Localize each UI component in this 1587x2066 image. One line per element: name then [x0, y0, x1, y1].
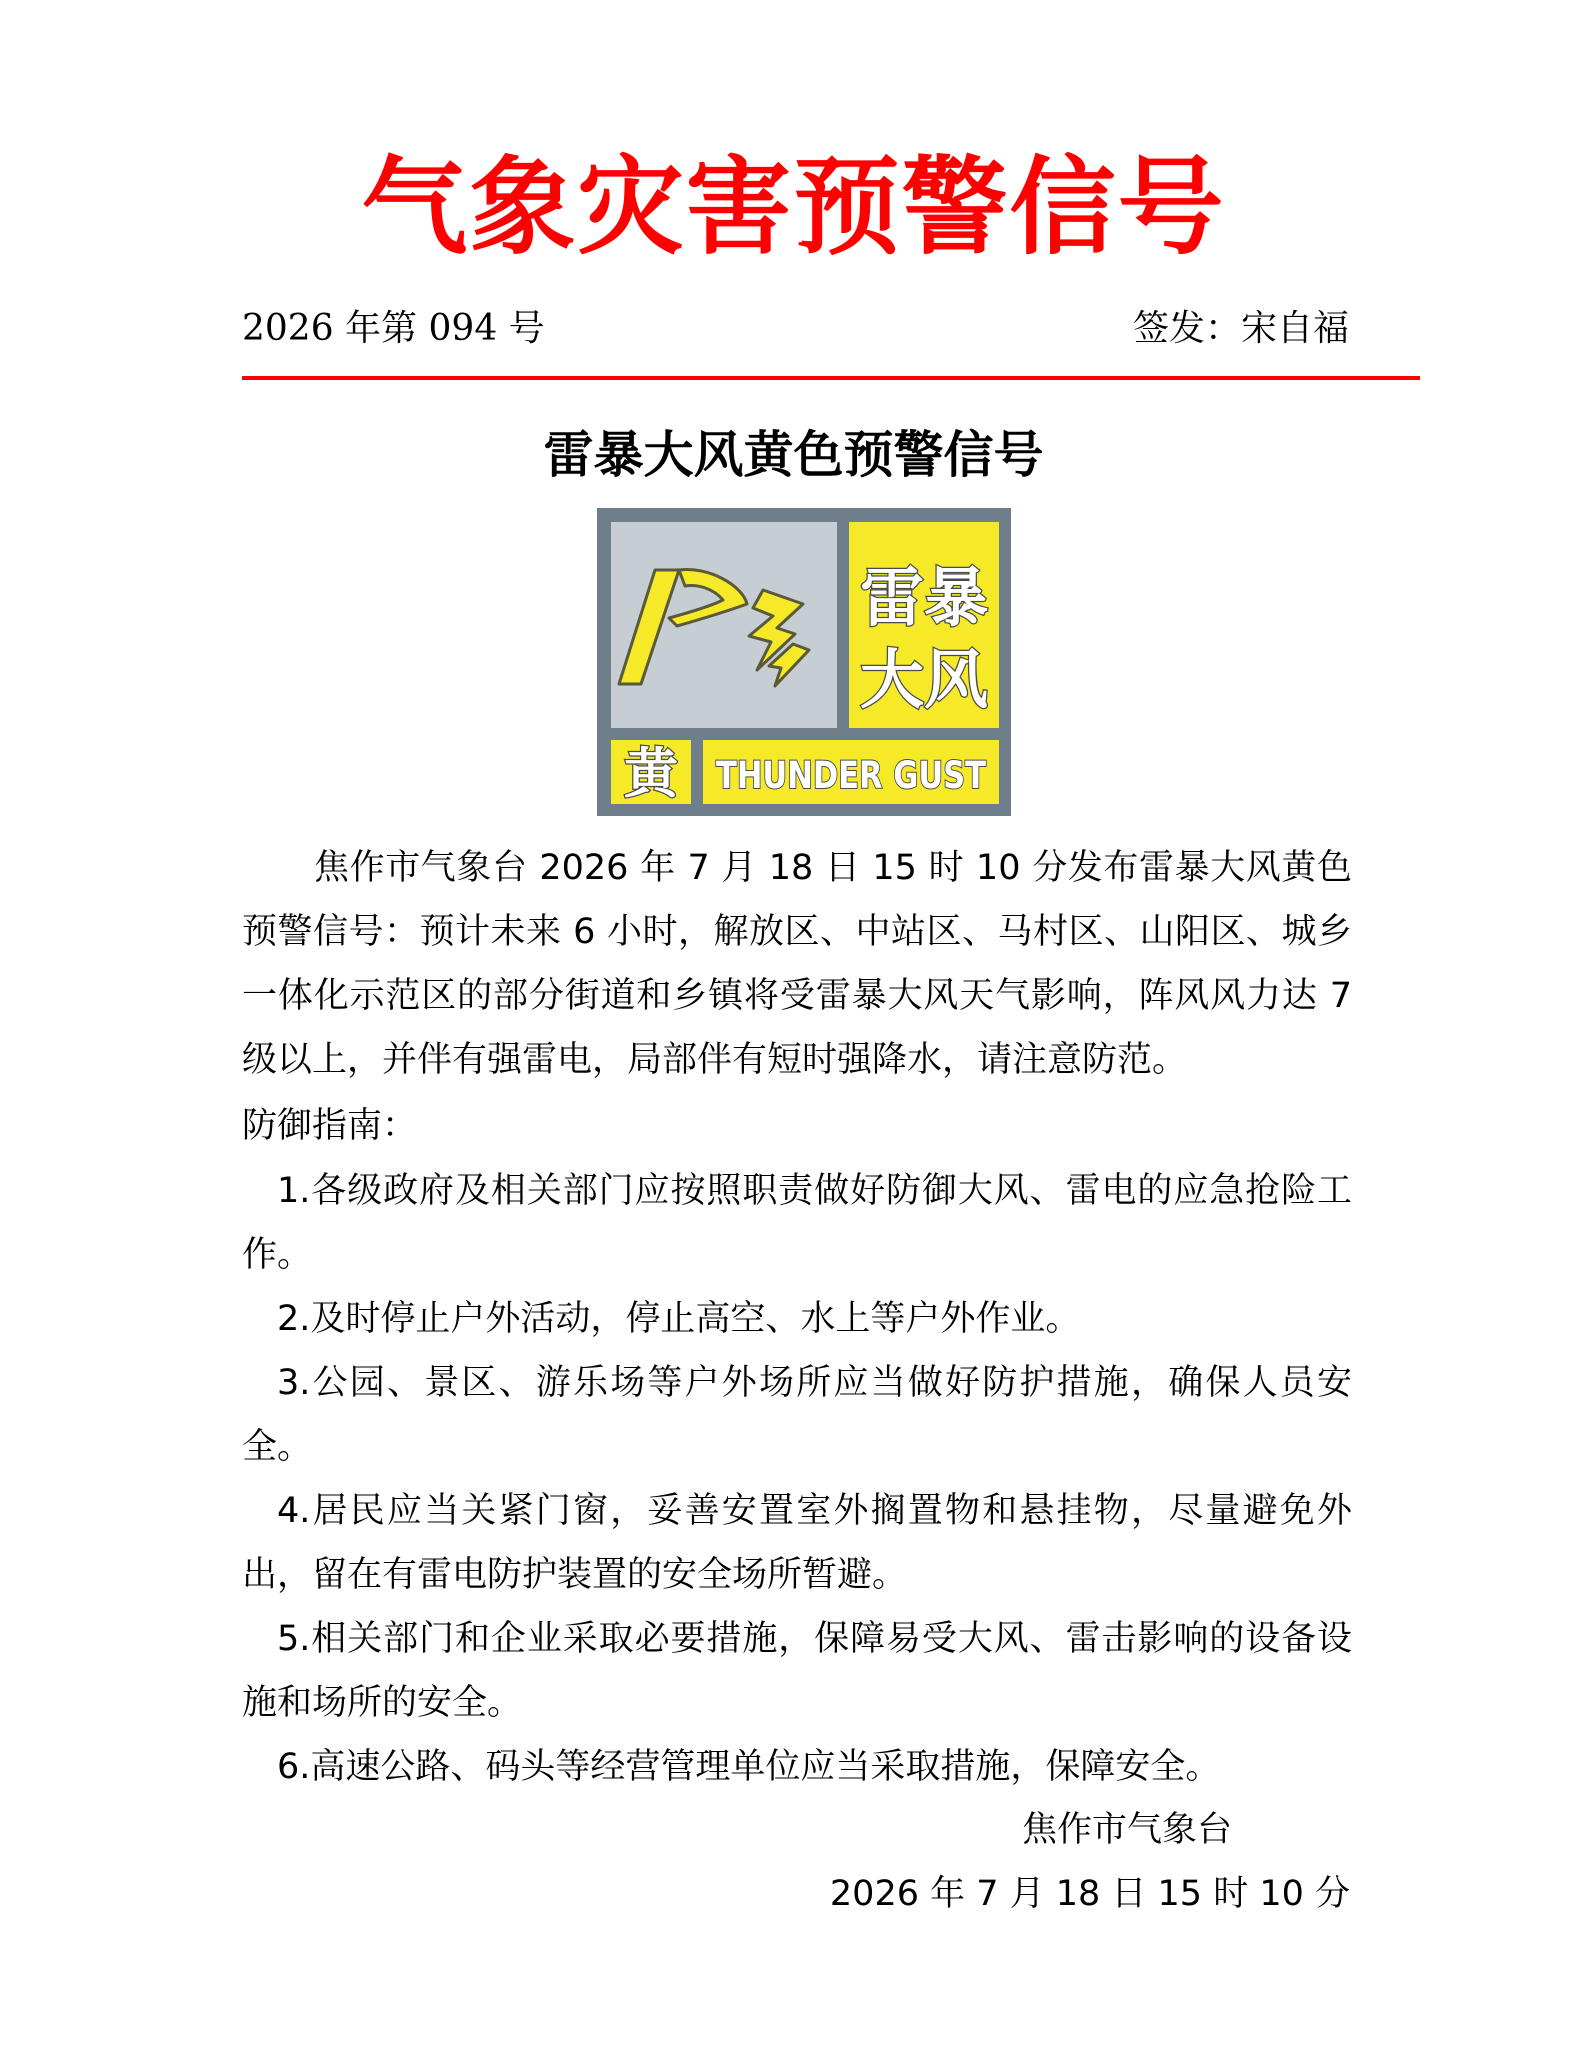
thunder-gust-yellow-signal-icon	[597, 508, 1011, 816]
guide-item: 5.相关部门和企业采取必要措施，保障易受大风、雷击影响的设备设施和场所的安全。	[242, 1619, 1352, 1723]
issuer-name: 焦作市气象台	[1021, 1810, 1232, 1850]
guide-item: 1.各级政府及相关部门应按照职责做好防御大风、雷电的应急抢险工作。	[242, 1171, 1352, 1275]
guide-item: 6.高速公路、码头等经营管理单位应当采取措施，保障安全。	[277, 1747, 1221, 1787]
signal-level-char: 黄	[624, 742, 678, 805]
defense-guide-heading: 防御指南：	[242, 1106, 418, 1146]
warning-body-paragraph: 焦作市气象台 2026 年 7 月 18 日 15 时 10 分发布雷暴大风黄色预警信号：预计未来 6 小时，解放区、中站区、马村区、山阳区、城乡一体化示范区的部分街道和乡镇将受雷暴大风天气影响，阵风风力达 7 级以上，并伴有强雷电，局部伴有短时强降水，请注意防范。	[242, 848, 1352, 1080]
issue-datetime: 2026 年 7 月 18 日 15 时 10 分	[829, 1874, 1350, 1914]
signer: 签发：宋自福	[1132, 308, 1349, 349]
guide-item: 3.公园、景区、游乐场等户外场所应当做好防护措施，确保人员安全。	[242, 1363, 1352, 1467]
document-title: 雷暴大风黄色预警信号	[543, 425, 1044, 484]
signal-word-top: 雷暴	[860, 562, 988, 636]
document-number: 2026 年第 094 号	[242, 308, 545, 349]
signal-english-text: THUNDER GUST	[716, 754, 987, 797]
masthead-title: 气象灾害预警信号	[361, 146, 1226, 269]
signal-word-bottom: 大风	[860, 644, 988, 718]
guide-item: 4.居民应当关紧门窗，妥善安置室外搁置物和悬挂物，尽量避免外出，留在有雷电防护装置的安全场所暂避。	[242, 1491, 1352, 1595]
guide-item: 2.及时停止户外活动，停止高空、水上等户外作业。	[277, 1299, 1081, 1339]
red-divider-line	[242, 376, 1420, 380]
defense-guide-list	[242, 1159, 1352, 1799]
